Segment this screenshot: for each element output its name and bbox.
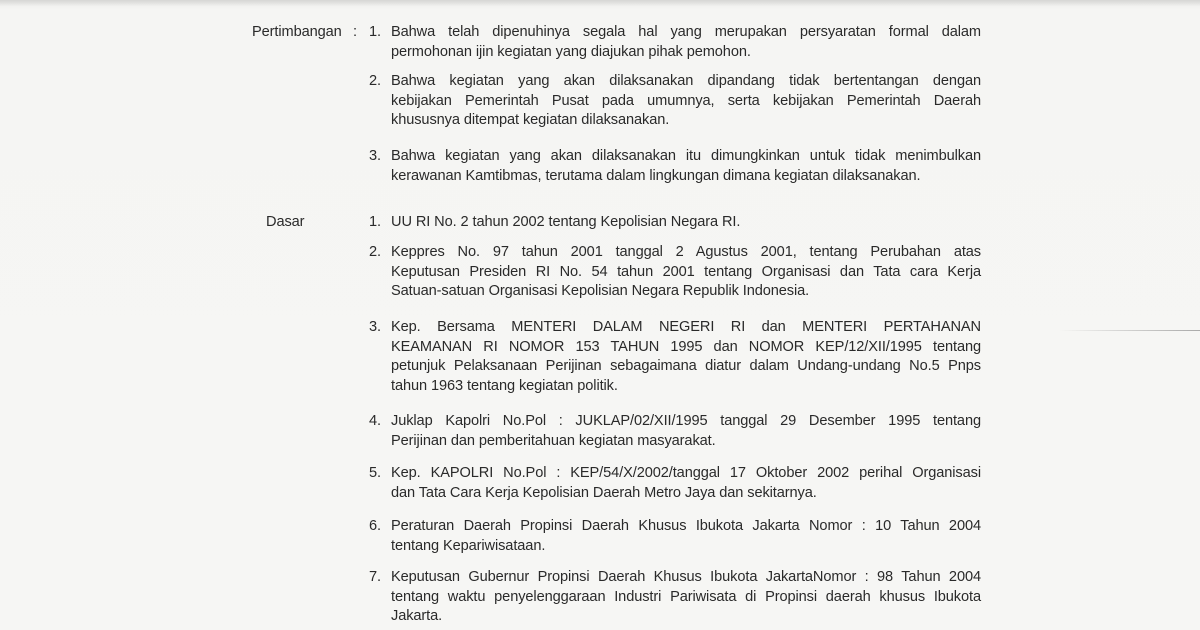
item-line: Keputusan Presiden RI No. 54 tahun 2001 tentang Organisasi dan Tata cara Kerja <box>391 263 981 280</box>
item-number: 1. <box>369 214 381 230</box>
item-text <box>381 243 981 302</box>
item-line: KEAMANAN RI NOMOR 153 TAHUN 1995 dan NOMOR KEP/12/XII/1995 tentang <box>391 338 981 355</box>
dasar-item-6 <box>369 517 981 556</box>
item-text <box>381 517 981 556</box>
item-line: Bahwa kegiatan yang akan dilaksanakan itu dimungkinkan untuk tidak menimbulkan <box>391 148 981 164</box>
item-line: Jakarta. <box>391 608 443 624</box>
dasar-item-5 <box>369 464 981 503</box>
item-line: Peraturan Daerah Propinsi Daerah Khusus Ibukota Jakarta Nomor : 10 Tahun 2004 <box>391 518 981 534</box>
item-number: 1. <box>369 24 381 40</box>
item-text <box>381 318 981 396</box>
item-line: tentang waktu penyelenggaraan Industri Pariwisata di Propinsi daerah khusus Ibukota <box>391 588 981 605</box>
item-line: dan Tata Cara Kerja Kepolisian Daerah Metro Jaya dan sekitarnya. <box>391 484 817 501</box>
dasar-item-4 <box>369 412 981 451</box>
item-text <box>381 412 981 451</box>
item-line: Kep. KAPOLRI No.Pol : KEP/54/X/2002/tanggal 17 Oktober 2002 perihal Organisasi <box>391 465 981 481</box>
pertimbangan-item-1 <box>369 23 981 62</box>
item-line: Bahwa kegiatan yang akan dilaksanakan dipandang tidak bertentangan dengan <box>391 73 981 89</box>
dasar-item-3 <box>369 318 981 396</box>
item-number: 5. <box>369 465 381 481</box>
item-number: 7. <box>369 569 381 585</box>
item-number: 3. <box>369 148 381 164</box>
item-line: Keputusan Gubernur Propinsi Daerah Khusus Ibukota JakartaNomor : 98 Tahun 2004 <box>391 569 981 585</box>
item-line: tahun 1963 tentang kegiatan politik. <box>391 377 618 394</box>
section-label-pertimbangan: Pertimbangan <box>252 24 342 40</box>
item-text <box>381 23 981 62</box>
item-number: 4. <box>369 413 381 429</box>
item-text <box>381 72 981 131</box>
item-line: khususnya ditempat kegiatan dilaksanakan. <box>391 112 670 128</box>
item-text <box>381 464 981 503</box>
pertimbangan-item-3 <box>369 147 981 186</box>
item-line: Juklap Kapolri No.Pol : JUKLAP/02/XII/1995 tanggal 29 Desember 1995 tentang <box>391 413 981 429</box>
item-line: Bahwa telah dipenuhinya segala hal yang merupakan persyaratan formal dalam <box>391 24 981 40</box>
item-number: 2. <box>369 73 381 89</box>
item-text <box>381 568 981 627</box>
item-number: 3. <box>369 319 381 335</box>
item-number: 6. <box>369 518 381 534</box>
dasar-item-7 <box>369 568 981 627</box>
item-line: petunjuk Pelaksanaan Perijinan sebagaimana diatur dalam Undang-undang No.5 Pnps <box>391 358 981 374</box>
item-line: UU RI No. 2 tahun 2002 tentang Kepolisian Negara RI. <box>391 214 741 230</box>
dasar-item-1 <box>369 213 971 233</box>
item-line: Perijinan dan pemberitahuan kegiatan masyarakat. <box>391 432 716 449</box>
item-line: kebijakan Pemerintah Pusat pada umumnya, serta kebijakan Pemerintah Daerah <box>391 92 981 109</box>
item-text <box>381 147 981 186</box>
item-line: kerawanan Kamtibmas, terutama dalam lingkungan dimana kegiatan dilaksanakan. <box>391 167 921 184</box>
item-line: Satuan-satuan Organisasi Kepolisian Negara Republik Indonesia. <box>391 283 810 299</box>
item-number: 2. <box>369 244 381 260</box>
item-text <box>381 213 971 233</box>
item-line: Keppres No. 97 tahun 2001 tanggal 2 Agustus 2001, tentang Perubahan atas <box>391 244 981 260</box>
item-line: tentang Kepariwisataan. <box>391 537 546 554</box>
item-line: Kep. Bersama MENTERI DALAM NEGERI RI dan MENTERI PERTAHANAN <box>391 319 981 335</box>
item-line: permohonan ijin kegiatan yang diajukan pihak pemohon. <box>391 43 751 60</box>
section-label-dasar: Dasar <box>266 214 305 230</box>
section-label-colon: : <box>353 24 357 40</box>
dasar-item-2 <box>369 243 981 302</box>
pertimbangan-item-2 <box>369 72 981 131</box>
